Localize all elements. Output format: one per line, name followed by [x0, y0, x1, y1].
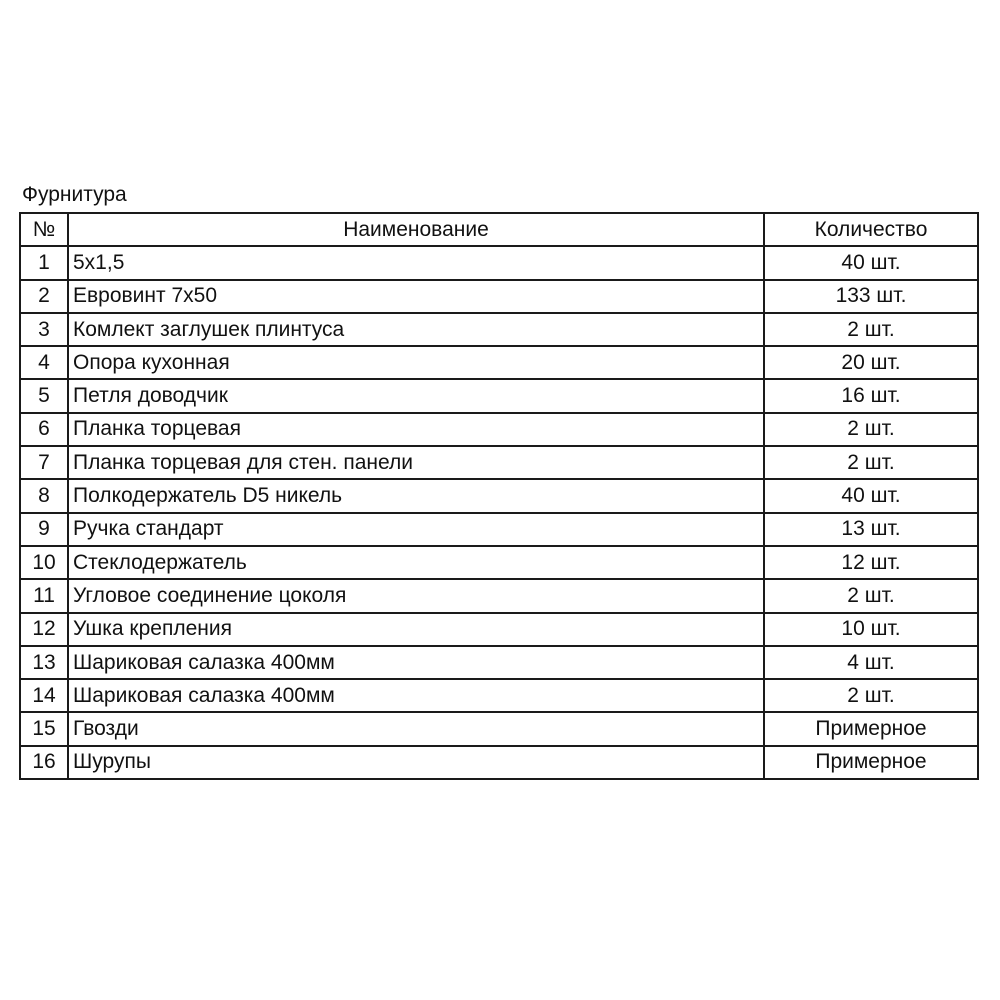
item-name: Угловое соединение цоколя	[68, 579, 764, 612]
row-number: 16	[20, 746, 68, 779]
row-number: 8	[20, 479, 68, 512]
table-body	[20, 246, 978, 779]
item-name: Шариковая салазка 400мм	[68, 679, 764, 712]
item-name: 5x1,5	[68, 246, 764, 279]
table-row	[20, 246, 978, 279]
table-caption: Фурнитура	[22, 183, 127, 206]
row-number: 14	[20, 679, 68, 712]
row-number: 13	[20, 646, 68, 679]
column-header-number: №	[20, 213, 68, 246]
item-name: Ушка крепления	[68, 613, 764, 646]
item-name: Комлект заглушек плинтуса	[68, 313, 764, 346]
item-name: Стеклодержатель	[68, 546, 764, 579]
table-row	[20, 346, 978, 379]
item-name: Шурупы	[68, 746, 764, 779]
table-row	[20, 679, 978, 712]
table-row	[20, 712, 978, 745]
item-name: Шариковая салазка 400мм	[68, 646, 764, 679]
item-quantity: 2 шт.	[764, 413, 978, 446]
item-quantity: 20 шт.	[764, 346, 978, 379]
item-name: Полкодержатель D5 никель	[68, 479, 764, 512]
item-quantity: 16 шт.	[764, 379, 978, 412]
item-name: Петля доводчик	[68, 379, 764, 412]
table-row	[20, 513, 978, 546]
table-row	[20, 280, 978, 313]
row-number: 9	[20, 513, 68, 546]
row-number: 7	[20, 446, 68, 479]
item-quantity: Примерное	[764, 712, 978, 745]
item-quantity: 2 шт.	[764, 446, 978, 479]
item-name: Планка торцевая	[68, 413, 764, 446]
row-number: 15	[20, 712, 68, 745]
table-row	[20, 379, 978, 412]
table-row	[20, 613, 978, 646]
item-quantity: 13 шт.	[764, 513, 978, 546]
item-quantity: 40 шт.	[764, 479, 978, 512]
column-header-name: Наименование	[68, 213, 764, 246]
item-quantity: 40 шт.	[764, 246, 978, 279]
item-name: Ручка стандарт	[68, 513, 764, 546]
item-quantity: 10 шт.	[764, 613, 978, 646]
row-number: 3	[20, 313, 68, 346]
item-quantity: 4 шт.	[764, 646, 978, 679]
item-name: Евровинт 7x50	[68, 280, 764, 313]
table-header-row	[20, 213, 978, 246]
table-row	[20, 546, 978, 579]
table-row	[20, 446, 978, 479]
row-number: 1	[20, 246, 68, 279]
row-number: 6	[20, 413, 68, 446]
row-number: 12	[20, 613, 68, 646]
table-row	[20, 746, 978, 779]
item-name: Опора кухонная	[68, 346, 764, 379]
item-name: Планка торцевая для стен. панели	[68, 446, 764, 479]
table-row	[20, 313, 978, 346]
table-row	[20, 413, 978, 446]
row-number: 4	[20, 346, 68, 379]
row-number: 5	[20, 379, 68, 412]
row-number: 10	[20, 546, 68, 579]
table-row	[20, 579, 978, 612]
table-row	[20, 646, 978, 679]
item-quantity: 133 шт.	[764, 280, 978, 313]
column-header-quantity: Количество	[764, 213, 978, 246]
item-quantity: Примерное	[764, 746, 978, 779]
row-number: 11	[20, 579, 68, 612]
table-row	[20, 479, 978, 512]
item-quantity: 2 шт.	[764, 579, 978, 612]
item-name: Гвозди	[68, 712, 764, 745]
item-quantity: 12 шт.	[764, 546, 978, 579]
row-number: 2	[20, 280, 68, 313]
item-quantity: 2 шт.	[764, 679, 978, 712]
hardware-table	[19, 212, 979, 780]
item-quantity: 2 шт.	[764, 313, 978, 346]
